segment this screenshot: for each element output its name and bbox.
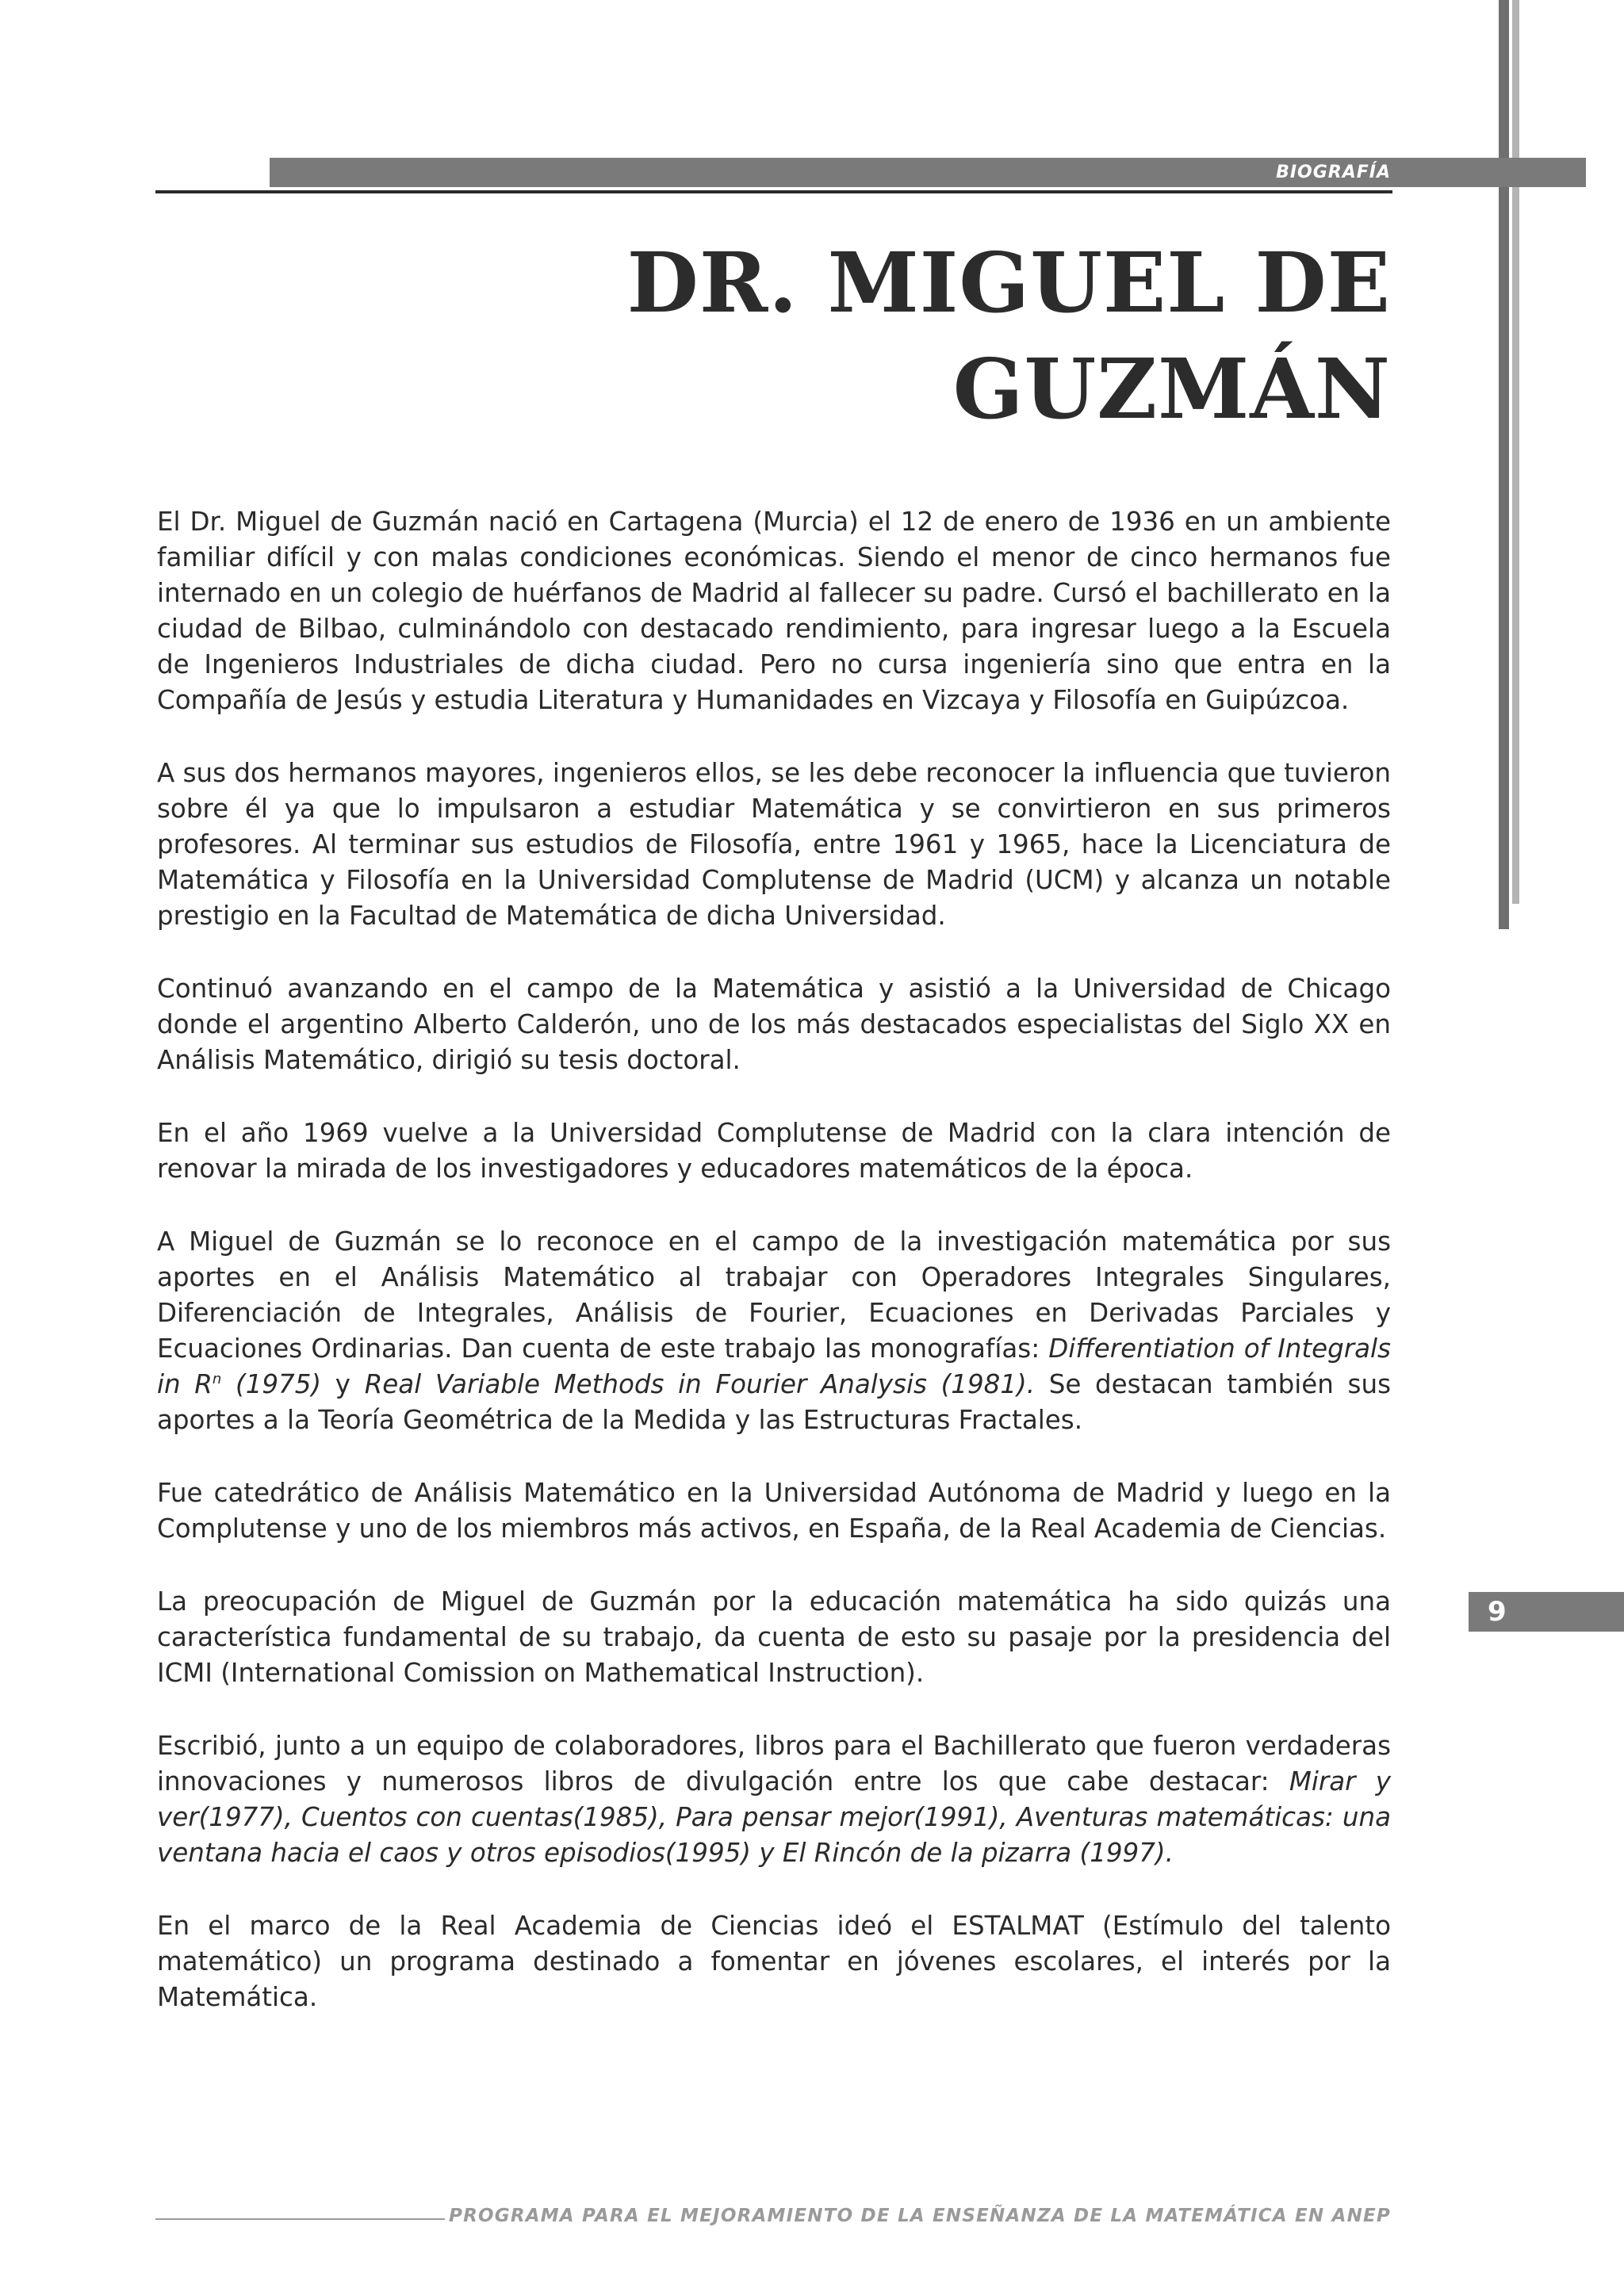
page-number: 9 xyxy=(1488,1596,1507,1628)
paragraph-chicago: Continuó avanzando en el campo de la Matemática y asistió a la Universidad de Chicago donde el argentino Alberto Calderón, uno de los más destacados especialistas del Siglo XX en Análisis Matemático, dirigió su tesis doctoral. xyxy=(157,974,1391,1075)
book-differentiation-title: Differentiation of Integrals in R xyxy=(157,1334,1391,1399)
right-vertical-bar-dark xyxy=(1499,0,1509,929)
footer-rule xyxy=(155,2218,445,2220)
footer-text: PROGRAMA PARA EL MEJORAMIENTO DE LA ENSEÑANZA DE LA MATEMÁTICA EN ANEP xyxy=(449,2206,1391,2226)
books-intro: Escribió, junto a un equipo de colaboradores, libros para el Bachillerato que fueron verdaderas innovaciones y numerosos libros de divulgación entre los que cabe destacar: xyxy=(157,1731,1391,1797)
research-text-end: Se destacan también sus aportes a la Teoría Geométrica de la Medida y las Estructuras Fractales. xyxy=(157,1369,1392,1435)
paragraph-research xyxy=(157,1224,1391,1438)
paragraph-brothers: A sus dos hermanos mayores, ingenieros ellos, se les debe reconocer la influencia que tuvieron sobre él ya que lo impulsaron a estudiar Matemática y se convirtieron en sus primeros profesores. Al terminar sus estudios de Filosofía, entre 1961 y 1965, hace la Licenciatura de Matemática y Filosofía en la Universidad Complutense de Madrid (UCM) y alcanza un notable prestigio en la Facultad de Matemática de dicha Universidad. xyxy=(157,758,1391,931)
paragraph-estalmat: En el marco de la Real Academia de Ciencias ideó el ESTALMAT (Estímulo del talento matemático) un programa destinado a fomentar en jóvenes escolares, el interés por la Matemática. xyxy=(157,1911,1391,2012)
paragraph-return: En el año 1969 vuelve a la Universidad Complutense de Madrid con la clara intención de renovar la mirada de los investigadores y educadores matemáticos de la época. xyxy=(157,1118,1391,1184)
title-line-2: GUZMÁN xyxy=(952,340,1391,438)
books-list: Mirar y ver(1977), Cuentos con cuentas(1985), Para pensar mejor(1991), Aventuras matemáticas: una ventana hacia el caos y otros episodios(1995) y El Rincón de la pizarra (1997). xyxy=(157,1766,1391,1868)
research-text: A Miguel de Guzmán se lo reconoce en el campo de la investigación matemática por sus aportes en el Análisis Matemático al trabajar con Operadores Integrales Singulares, Diferenciación de Integrales, Análisis de Fourier, Ecuaciones en Derivadas Parciales y Ecuaciones Ordinarias. Dan cuenta de este trabajo las monografías: xyxy=(157,1226,1391,1364)
paragraph-books xyxy=(157,1728,1391,1871)
paragraph-professor: Fue catedrático de Análisis Matemático en la Universidad Autónoma de Madrid y luego en la Complutense y uno de los miembros más activos, en España, de la Real Academia de Ciencias. xyxy=(157,1478,1391,1544)
book-real-variable: Real Variable Methods in Fourier Analysis (1981). xyxy=(364,1369,1036,1399)
right-vertical-bar-light xyxy=(1512,0,1519,904)
title-line-1: DR. MIGUEL DE xyxy=(626,234,1391,331)
article-body xyxy=(157,504,1391,2053)
header-rule xyxy=(155,190,1392,193)
book-differentiation-year: (1975) xyxy=(221,1369,322,1399)
section-label: BIOGRAFÍA xyxy=(1276,163,1391,182)
superscript-n: n xyxy=(212,1371,222,1388)
paragraph-education: La preocupación de Miguel de Guzmán por la educación matemática ha sido quizás una característica fundamental de su trabajo, da cuenta de esto su pasaje por la presidencia del ICMI (International Comission on Mathematical Instruction). xyxy=(157,1586,1391,1688)
conjunction: y xyxy=(321,1369,365,1399)
paragraph-birth: El Dr. Miguel de Guzmán nació en Cartagena (Murcia) el 12 de enero de 1936 en un ambiente familiar difícil y con malas condiciones económicas. Siendo el menor de cinco hermanos fue internado en un colegio de huérfanos de Madrid al fallecer su padre. Cursó el bachillerato en la ciudad de Bilbao, culminándolo con destacado rendimiento, para ingresar luego a la Escuela de Ingenieros Industriales de dicha ciudad. Pero no cursa ingeniería sino que entra en la Compañía de Jesús y estudia Literatura y Humanidades en Vizcaya y Filosofía en Guipúzcoa. xyxy=(157,507,1391,715)
page-title xyxy=(281,230,1391,442)
